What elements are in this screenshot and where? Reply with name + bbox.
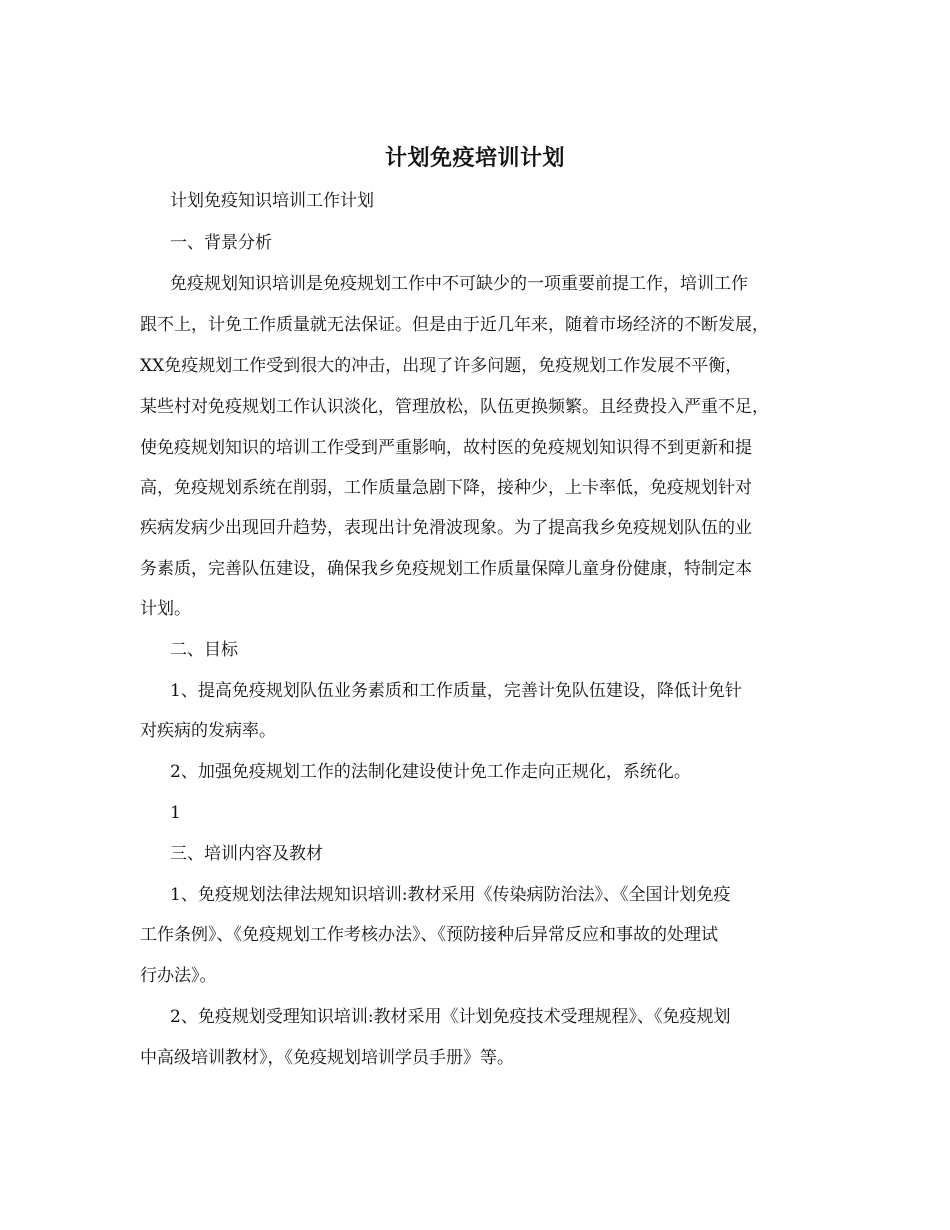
page-number: 1 bbox=[170, 803, 181, 823]
paragraph-line: 工作条例》、《免疫规划工作考核办法》、《预防接种后异常反应和事故的处理试 bbox=[140, 925, 718, 945]
subtitle-line: 计划免疫知识培训工作计划 bbox=[170, 191, 374, 211]
paragraph-line: 高，免疫规划系统在削弱，工作质量急剧下降，接种少，上卡率低，免疫规划针对 bbox=[140, 478, 752, 498]
paragraph-line: 对疾病的发病率。 bbox=[140, 721, 276, 741]
paragraph-line: 1、免疫规划法律法规知识培训:教材采用《传染病防治法》、《全国计划免疫 bbox=[170, 885, 731, 905]
paragraph-line: 1、提高免疫规划队伍业务素质和工作质量，完善计免队伍建设，降低计免针 bbox=[170, 681, 742, 701]
paragraph-line: 行办法》。 bbox=[140, 966, 217, 986]
paragraph-line: 2、加强免疫规划工作的法制化建设使计免工作走向正规化，系统化。 bbox=[170, 762, 691, 782]
paragraph-line: 务素质，完善队伍建设，确保我乡免疫规划工作质量保障儿童身份健康，特制定本 bbox=[140, 559, 752, 579]
paragraph-line: 中高级培训教材》，《免疫规划培训学员手册》等。 bbox=[140, 1048, 514, 1068]
paragraph-line: 某些村对免疫规划工作认识淡化，管理放松，队伍更换频繁。且经费投入严重不足， bbox=[140, 397, 769, 417]
paragraph-line: XX免疫规划工作受到很大的冲击，出现了许多问题，免疫规划工作发展不平衡， bbox=[140, 356, 743, 376]
section-heading-goals: 二、目标 bbox=[170, 640, 238, 660]
document-title: 计划免疫培训计划 bbox=[384, 145, 565, 171]
section-heading-training: 三、培训内容及教材 bbox=[170, 844, 323, 864]
paragraph-line: 使免疫规划知识的培训工作受到严重影响，故村医的免疫规划知识得不到更新和提 bbox=[140, 438, 752, 458]
paragraph-line: 疾病发病少出现回升趋势，表现出计免滑波现象。为了提高我乡免疫规划队伍的业 bbox=[140, 518, 752, 538]
paragraph-line: 免疫规划知识培训是免疫规划工作中不可缺少的一项重要前提工作，培训工作 bbox=[170, 274, 748, 294]
section-heading-background: 一、背景分析 bbox=[170, 233, 272, 253]
paragraph-line: 计划。 bbox=[140, 599, 191, 619]
paragraph-line: 2、免疫规划受理知识培训:教材采用《计划免疫技术受理规程》、《免疫规划 bbox=[170, 1007, 731, 1027]
paragraph-line: 跟不上，计免工作质量就无法保证。但是由于近几年来，随着市场经济的不断发展， bbox=[140, 315, 769, 335]
